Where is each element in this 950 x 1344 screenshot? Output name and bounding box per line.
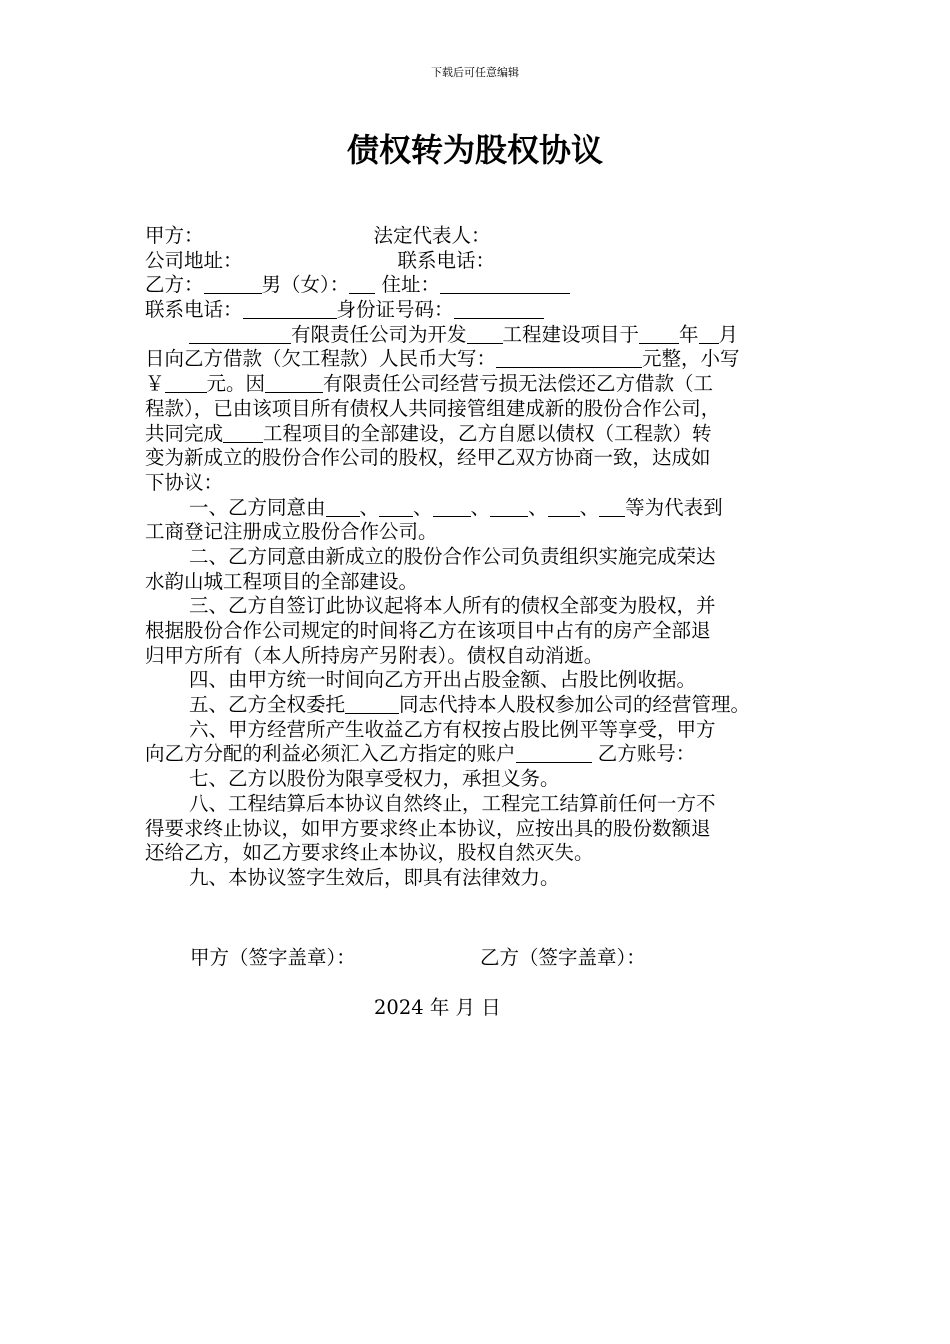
id-number-label: 身份证号码： [336, 298, 454, 322]
blank-field[interactable] [345, 695, 399, 714]
text-line: 变为新成立的股份合作公司的股权，经甲乙双方协商一致，达成如 [145, 446, 711, 470]
text-run: 有限责任公司为开发 [291, 322, 467, 346]
blank-field[interactable] [440, 275, 570, 294]
blank-field[interactable] [454, 300, 544, 319]
text-run: 日向乙方借款（欠工程款）人民币大写： [145, 347, 497, 371]
text-line: 工商登记注册成立股份合作公司。 [145, 520, 438, 544]
text-run: 九、本协议签字生效后，即具有法律效力。 [189, 865, 560, 889]
clause-3 [145, 594, 815, 619]
party-a-line [145, 224, 815, 249]
text-line: 下协议： [145, 470, 224, 494]
text-run: ￥ [145, 372, 165, 396]
clause-9 [145, 866, 815, 891]
text-run: 、 [413, 495, 433, 519]
text-line: 还给乙方，如乙方要求终止本协议，股权自然灭失。 [145, 841, 594, 865]
text-run: 七、乙方以股份为限享受权力，承担义务。 [189, 767, 560, 791]
text-run: 一、乙方同意由 [189, 495, 326, 519]
text-run: 、 [470, 495, 491, 519]
text-line: 归甲方所有（本人所持房产另附表）。债权自动消逝。 [145, 643, 604, 667]
text-run: 有限责任公司经营亏损无法偿还乙方借款（工 [323, 372, 714, 396]
gender-label: 男（女）： [261, 273, 350, 297]
text-run: 四、由甲方统一时间向乙方开出占股金额、占股比例收据。 [189, 668, 697, 692]
clause-7 [145, 767, 815, 792]
text-run: 乙方账号： [591, 742, 696, 766]
blank-field[interactable] [243, 300, 337, 319]
blank-field[interactable] [223, 424, 263, 443]
text-run: 月 [718, 322, 739, 346]
clause-5 [145, 693, 815, 718]
clause-1 [145, 496, 815, 521]
text-line [145, 372, 815, 397]
blank-field[interactable] [548, 498, 580, 517]
text-run: 三、乙方自签订此协议起将本人所有的债权全部变为股权，并 [189, 594, 716, 618]
party-b-line [145, 273, 815, 298]
text-line: 水韵山城工程项目的全部建设。 [145, 569, 419, 593]
blank-field[interactable] [496, 349, 642, 368]
party-a-label: 甲方： [145, 224, 204, 247]
party-b-signature: 乙方（签字盖章）： [480, 946, 646, 969]
text-line [145, 422, 815, 447]
header-note: 下载后可任意编辑 [431, 66, 519, 79]
text-run: 元整，小写 [642, 347, 740, 371]
text-run: 二、乙方同意由新成立的股份合作公司负责组织实施完成荣达 [189, 544, 716, 568]
blank-field[interactable] [467, 325, 503, 344]
blank-field[interactable] [265, 374, 323, 393]
clause-6 [145, 718, 815, 743]
text-line: 根据股份合作公司规定的时间将乙方在该项目中占有的房产全部退 [145, 619, 711, 642]
blank-field[interactable] [699, 325, 719, 344]
blank-field[interactable] [204, 275, 262, 294]
blank-field[interactable] [639, 325, 679, 344]
document-title: 债权转为股权协议 [346, 131, 603, 169]
text-run: 八、工程结算后本协议自然终止，工程完工结算前任何一方不 [189, 791, 716, 815]
party-a-signature: 甲方（签字盖章）： [190, 946, 356, 969]
company-phone-label: 联系电话： [397, 248, 496, 272]
text-line: 得要求终止协议，如甲方要求终止本协议，应按出具的股份数额退 [145, 816, 711, 840]
text-run: 、 [359, 495, 380, 519]
text-line [145, 323, 815, 348]
text-line [145, 742, 815, 767]
blank-field[interactable] [349, 275, 375, 294]
address-label: 住址： [375, 273, 440, 297]
blank-field[interactable] [326, 498, 360, 517]
text-run: 工程项目的全部建设，乙方自愿以债权（工程款）转 [263, 421, 712, 445]
text-line: 程款），已由该项目所有债权人共同接管组建成新的股份合作公司， [145, 396, 721, 420]
text-run: 年 [679, 322, 699, 346]
clause-8 [145, 792, 815, 817]
blank-field[interactable] [433, 498, 471, 517]
legal-rep-label: 法定代表人： [373, 224, 491, 247]
text-run: 等为代表到 [625, 495, 723, 519]
agreement-body [145, 224, 815, 891]
blank-field[interactable] [516, 744, 592, 763]
text-run: 、 [579, 495, 600, 519]
blank-field[interactable] [165, 374, 207, 393]
text-run: 工程建设项目于 [502, 322, 640, 346]
text-run: 同志代持本人股权参加公司的经营管理。 [399, 693, 751, 717]
blank-field[interactable] [599, 498, 625, 517]
contact-line [145, 298, 815, 323]
company-address-line [145, 249, 815, 274]
blank-field[interactable] [490, 498, 528, 517]
phone-label: 联系电话： [145, 298, 243, 322]
text-run: 、 [528, 495, 548, 519]
text-run: 共同完成 [145, 421, 224, 445]
text-line [145, 347, 815, 372]
blank-field[interactable] [189, 325, 291, 344]
signing-date: 2024 年 月 日 [374, 996, 501, 1019]
company-address-label: 公司地址： [145, 248, 243, 272]
text-run: 五、乙方全权委托 [189, 693, 346, 717]
text-run: 向乙方分配的利益必须汇入乙方指定的账户 [145, 742, 516, 766]
clause-4 [145, 668, 815, 693]
blank-field[interactable] [379, 498, 413, 517]
clause-2 [145, 545, 815, 570]
party-b-label: 乙方： [145, 273, 204, 297]
text-run: 元。因 [206, 372, 266, 396]
text-run: 六、甲方经营所产生收益乙方有权按占股比例平等享受，甲方 [189, 717, 716, 741]
